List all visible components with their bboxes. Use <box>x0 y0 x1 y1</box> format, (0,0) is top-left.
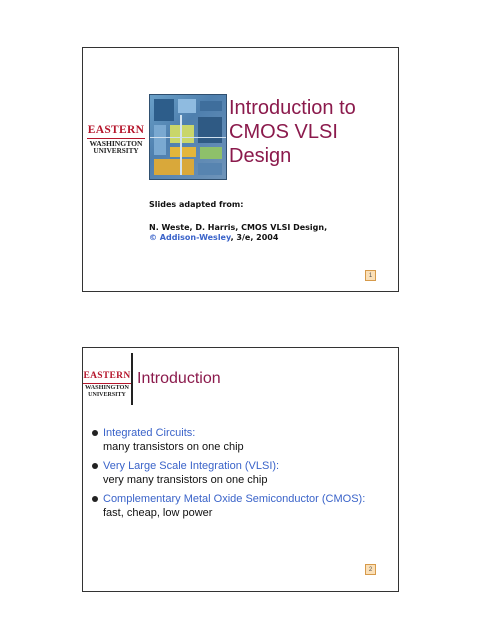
bullet-icon <box>92 463 98 469</box>
list-item <box>91 459 391 487</box>
credit-intro: Slides adapted from: <box>149 200 244 209</box>
slide-2 <box>82 347 399 592</box>
university-logo <box>87 125 145 155</box>
list-item <box>91 426 391 454</box>
logo-line-2: WASHINGTON <box>89 138 143 148</box>
title-line-3: Design <box>229 145 292 167</box>
bullet-term: Complementary Metal Oxide Semiconductor (CMOS): <box>103 493 366 505</box>
slide-title <box>229 96 399 168</box>
logo-line-1: EASTERN <box>83 371 131 381</box>
chip-die-image <box>149 94 227 180</box>
title-line-1: Introduction to <box>229 97 356 119</box>
bullet-icon <box>92 430 98 436</box>
bullet-list <box>91 426 391 525</box>
page-number-badge: 2 <box>365 564 376 575</box>
credit-authors: N. Weste, D. Harris, CMOS VLSI Design, <box>149 223 328 232</box>
page-number-badge: 1 <box>365 270 376 281</box>
bullet-desc: fast, cheap, low power <box>103 507 213 519</box>
list-item <box>91 492 391 520</box>
bullet-desc: very many transistors on one chip <box>103 474 268 486</box>
header-divider <box>131 353 133 405</box>
slide-title: Introduction <box>137 370 221 387</box>
university-logo <box>83 372 131 398</box>
bullet-term: Integrated Circuits: <box>103 427 196 439</box>
credit-publisher-line <box>149 233 278 242</box>
credit-edition: , 3/e, 2004 <box>230 233 279 242</box>
publisher-link[interactable]: © Addison-Wesley <box>149 233 231 242</box>
bullet-desc: many transistors on one chip <box>103 441 244 453</box>
slide-1 <box>82 47 399 292</box>
logo-line-2: WASHINGTON <box>85 383 129 391</box>
logo-line-3: UNIVERSITY <box>88 391 126 398</box>
bullet-term: Very Large Scale Integration (VLSI): <box>103 460 280 472</box>
logo-line-1: EASTERN <box>87 124 145 136</box>
bullet-icon <box>92 496 98 502</box>
title-line-2: CMOS VLSI <box>229 121 338 143</box>
logo-line-3: UNIVERSITY <box>93 147 139 156</box>
